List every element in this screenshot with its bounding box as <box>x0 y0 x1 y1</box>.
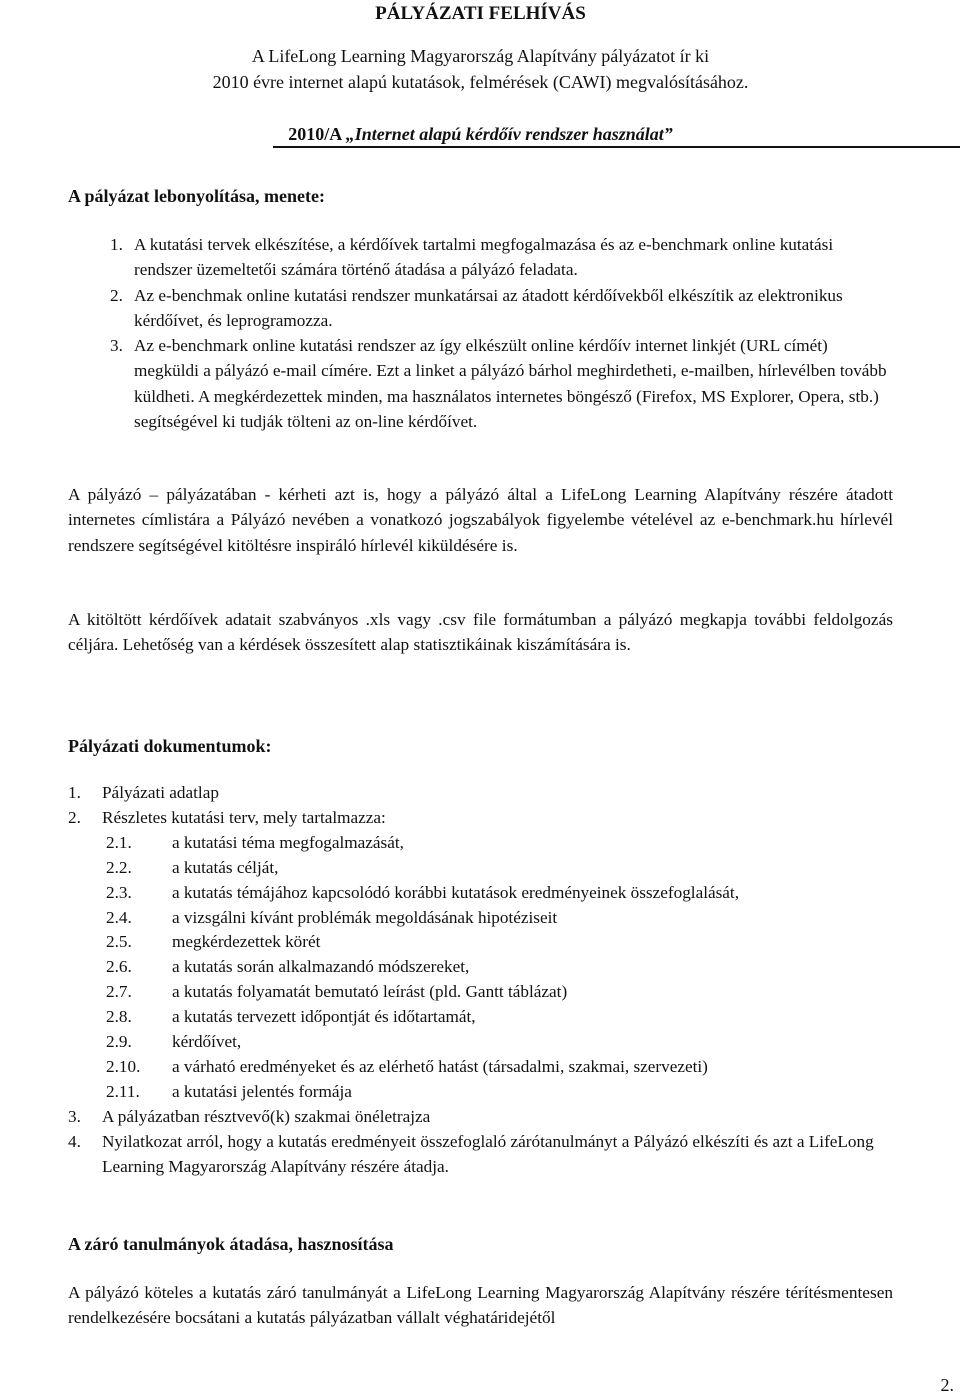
list-item-number: 2. <box>110 285 123 305</box>
list-item <box>68 333 893 434</box>
list-item-number: 1. <box>68 783 81 802</box>
sub-item-number: 2.10. <box>106 1056 141 1076</box>
sub-list-item <box>68 906 898 931</box>
sub-item-text: a kutatás során alkalmazandó módszereket, <box>172 957 470 977</box>
section-heading-documents: Pályázati dokumentumok: <box>68 736 272 756</box>
sub-item-text: a kutatási téma megfogalmazását, <box>172 832 404 852</box>
sub-list-item <box>68 1030 898 1055</box>
sub-list-item <box>68 856 898 881</box>
sub-list-item <box>68 831 898 856</box>
call-name: „Internet alapú kérdőív rendszer használat” <box>345 124 673 144</box>
list-item <box>68 1105 898 1130</box>
list-item-text: A pályázatban résztvevő(k) szakmai önéletrajza <box>102 1106 431 1126</box>
list-item <box>68 232 893 283</box>
list-item-text: Az e-benchmak online kutatási rendszer munkatársai az átadott kérdőívekből elkészítik az elektronikus kérdőívet, és leprogramozza. <box>134 285 843 330</box>
sub-item-number: 2.7. <box>106 982 132 1002</box>
header-line-1: A LifeLong Learning Magyarország Alapítvány pályázatot ír ki <box>251 46 710 66</box>
paragraph-mailing: A pályázó – pályázatában - kérheti azt is, hogy a pályázó által a LifeLong Learning Alapítvány részére átadott internetes címlistára a Pályázó nevében a vonatkozó jogszabályok figyelembe vételével az e-benchmark.hu hírlevél rendszere segítségével kitöltésre inspiráló hírlevél kiküldésére is. <box>68 485 893 555</box>
list-item-number: 2. <box>68 807 81 827</box>
section-heading-final-studies: A záró tanulmányok átadása, hasznosítása <box>68 1234 394 1254</box>
sub-item-number: 2.5. <box>106 932 132 952</box>
page-number: 2. <box>940 1375 954 1395</box>
sub-item-text: a kutatás témájához kapcsolódó korábbi kutatások eredményeinek összefoglalását, <box>172 882 739 902</box>
sub-item-text: a kutatás tervezett időpontját és időtartamát, <box>172 1007 476 1027</box>
paragraph-export: A kitöltött kérdőívek adatait szabványos .xls vagy .csv file formátumban a pályázó megkapja további feldolgozás céljára. Lehetőség van a kérdések összesített alap statisztikáinak kiszámítására is. <box>68 610 893 655</box>
sub-item-text: a kutatás folyamatát bemutató leírást (pld. Gantt táblázat) <box>172 982 568 1002</box>
list-item <box>68 781 898 806</box>
sub-item-text: megkérdezettek körét <box>172 932 321 952</box>
paragraph-final-studies: A pályázó köteles a kutatás záró tanulmányát a LifeLong Learning Magyarország Alapítvány részére térítésmentesen rendelkezésére bocsátani a kutatás pályázatban vállalt véghatáridejétől <box>68 1283 893 1328</box>
sub-list-item <box>68 955 898 980</box>
sub-item-text: a várható eredményeket és az elérhető hatást (társadalmi, szakmai, szervezeti) <box>172 1056 708 1076</box>
sub-list-item <box>68 1055 898 1080</box>
list-item-number: 3. <box>68 1106 81 1126</box>
sub-item-number: 2.6. <box>106 957 132 977</box>
sub-item-text: a kutatási jelentés formája <box>172 1081 352 1101</box>
list-item-number: 3. <box>110 336 123 356</box>
sub-list-item <box>68 1005 898 1030</box>
document-title: PÁLYÁZATI FELHÍVÁS <box>375 3 586 24</box>
list-item <box>68 1130 898 1180</box>
list-item-number: 4. <box>68 1131 81 1151</box>
list-item-text: A kutatási tervek elkészítése, a kérdőívek tartalmi megfogalmazása és az e-benchmark online kutatási rendszer üzemeltetői számára történő átadása a pályázó feladata. <box>134 235 834 280</box>
sub-list-item <box>68 930 898 955</box>
sub-item-text: kérdőívet, <box>172 1032 242 1052</box>
list-item-text: Nyilatkozat arról, hogy a kutatás eredményeit összefoglaló zárótanulmányt a Pályázó elkészíti és azt a LifeLong Learning Magyarország Alapítvány részére átadja. <box>102 1131 874 1176</box>
sub-item-text: a vizsgálni kívánt problémák megoldásának hipotéziseit <box>172 907 558 927</box>
sub-item-number: 2.2. <box>106 857 132 877</box>
sub-list-item <box>68 1080 898 1105</box>
list-item-text: Az e-benchmark online kutatási rendszer az így elkészült online kérdőív internet linkjét (URL címét) megküldi a pályázó e-mail címére. Ezt a linket a pályázó bárhol meghirdetheti, e-mailben, hírlevélben tovább küldheti. A megkérdezettek minden, ma használatos internetes böngésző (Firefox, MS Explorer, Opera, stb.) segítségével ki tudják tölteni az on-line kérdőívet. <box>134 336 887 432</box>
documents-list <box>68 781 898 1180</box>
sub-list-item <box>68 980 898 1005</box>
sub-item-number: 2.4. <box>106 907 132 927</box>
call-code: 2010/A <box>288 124 346 144</box>
list-item-text: Részletes kutatási terv, mely tartalmazza: <box>102 807 386 827</box>
sub-item-number: 2.3. <box>106 882 132 902</box>
list-item-text: Pályázati adatlap <box>102 783 219 802</box>
header-rule <box>273 146 960 148</box>
sub-item-number: 2.8. <box>106 1007 132 1027</box>
sub-item-number: 2.1. <box>106 832 132 852</box>
header-line-2: 2010 évre internet alapú kutatások, felmérések (CAWI) megvalósításához. <box>212 72 749 92</box>
sub-item-text: a kutatás célját, <box>172 857 279 877</box>
sub-item-number: 2.11. <box>106 1081 140 1101</box>
section-heading-process: A pályázat lebonyolítása, menete: <box>68 186 325 206</box>
call-subtitle <box>68 122 893 146</box>
list-item-number: 1. <box>110 235 123 254</box>
sub-list-item <box>68 881 898 906</box>
list-item <box>68 283 893 334</box>
process-steps-list <box>68 232 893 434</box>
list-item <box>68 806 898 831</box>
sub-item-number: 2.9. <box>106 1032 132 1052</box>
